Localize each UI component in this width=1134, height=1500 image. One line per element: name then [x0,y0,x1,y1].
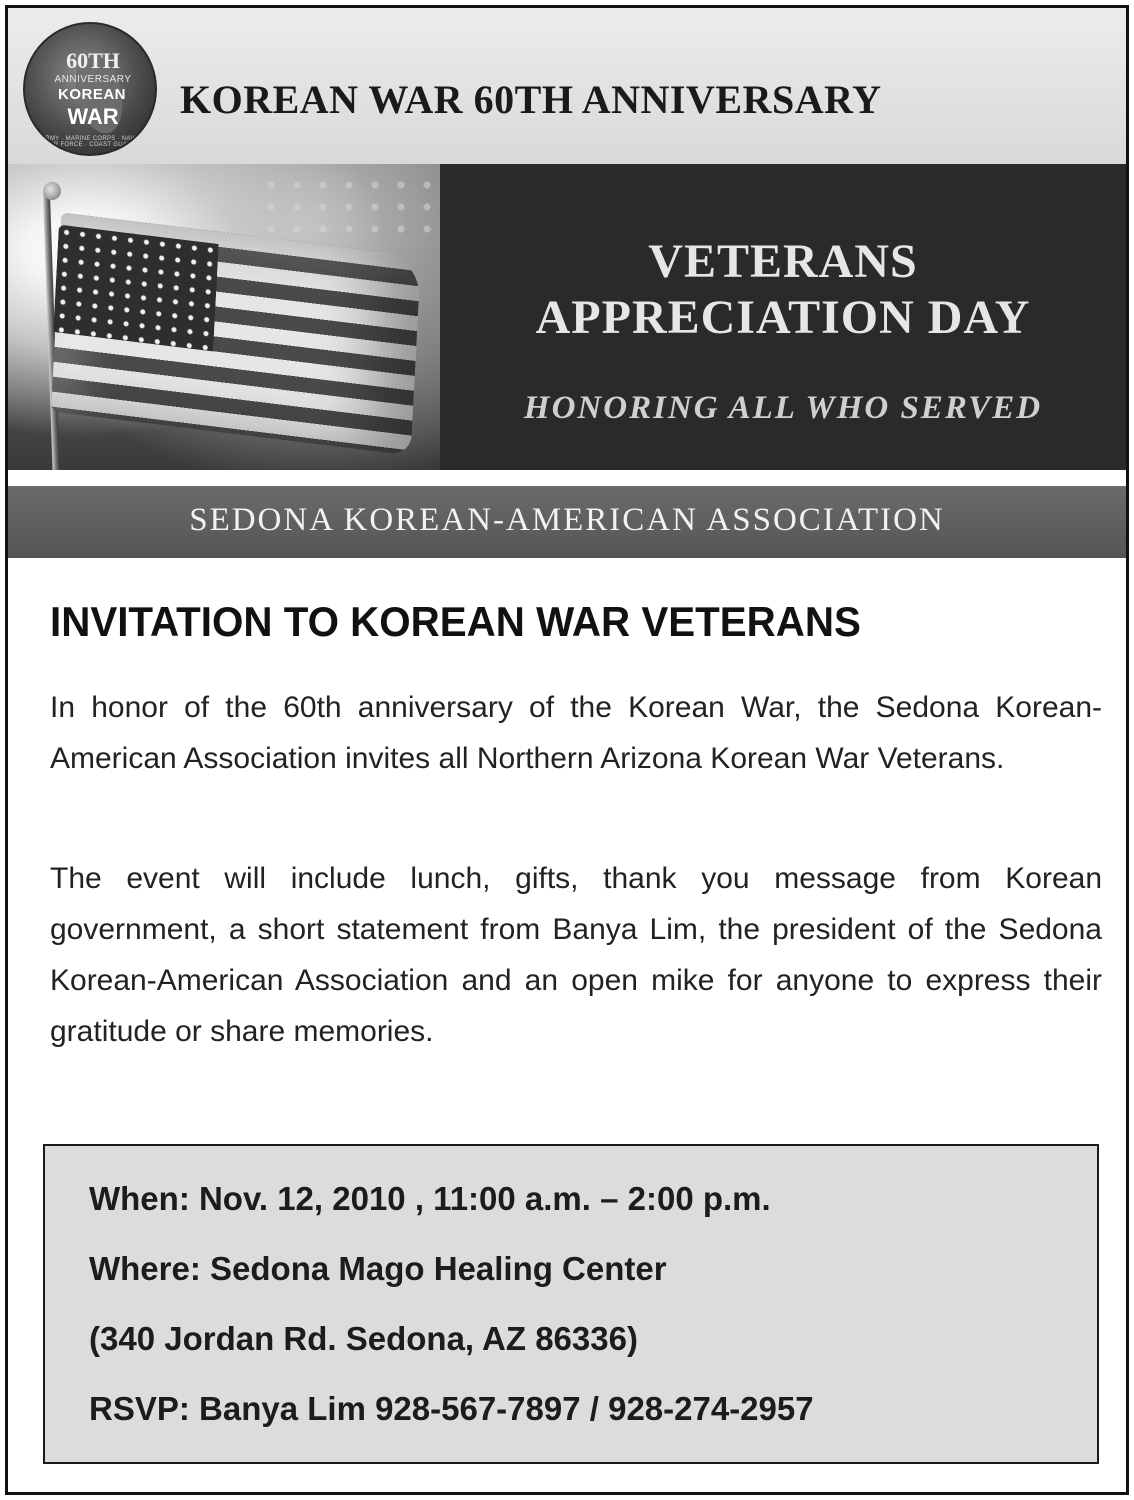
event-rsvp: RSVP: Banya Lim 928-567-7897 / 928-274-2957 [89,1390,814,1427]
logo-anniversary: ANNIVERSARY [54,74,132,85]
banner-title-line1: VETERANS [648,235,918,288]
invitation-paragraph-1: In honor of the 60th anniversary of the Korean War, the Sedona Korean-American Association invites all Northern Arizona Korean War Veterans. [50,691,1102,775]
banner-title-line2: APPRECIATION DAY [535,291,1031,344]
association-name: SEDONA KOREAN-AMERICAN ASSOCIATION [189,502,945,538]
flyer [5,5,1129,1495]
stars-decoration [258,174,440,234]
korean-war-60th-logo [23,22,157,156]
banner [8,164,1126,470]
logo-number: 60TH [66,48,120,73]
invitation-paragraph-2: The event will include lunch, gifts, thank you message from Korean government, a short statement from Banya Lim, the president of the Sedona Korean-American Association and an open mike for anyone to express their gratitude or share memories. [50,862,1102,1048]
logo-ring-text: ARMY · MARINE CORPS · NAVY · AIR FORCE · COAST GUARD [40,136,144,148]
logo-war: WAR [67,104,119,129]
association-bar [8,486,1126,558]
invitation-title: INVITATION TO KOREAN WAR VETERANS [50,598,861,645]
banner-title [440,234,1126,346]
flag-canton [53,224,218,351]
header-title: KOREAN WAR 60TH ANNIVERSARY [180,77,882,122]
event-details-box [43,1144,1099,1464]
banner-text [440,164,1126,470]
header [8,8,1126,164]
american-flag-photo [8,164,440,470]
logo-korean: KOREAN [57,86,126,103]
banner-subtitle: HONORING ALL WHO SERVED [523,390,1043,426]
event-when: When: Nov. 12, 2010 , 11:00 a.m. – 2:00 p.m. [89,1180,771,1217]
event-where: Where: Sedona Mago Healing Center [89,1250,667,1287]
flagpole-finial [43,182,61,200]
event-address: (340 Jordan Rd. Sedona, AZ 86336) [89,1320,638,1357]
